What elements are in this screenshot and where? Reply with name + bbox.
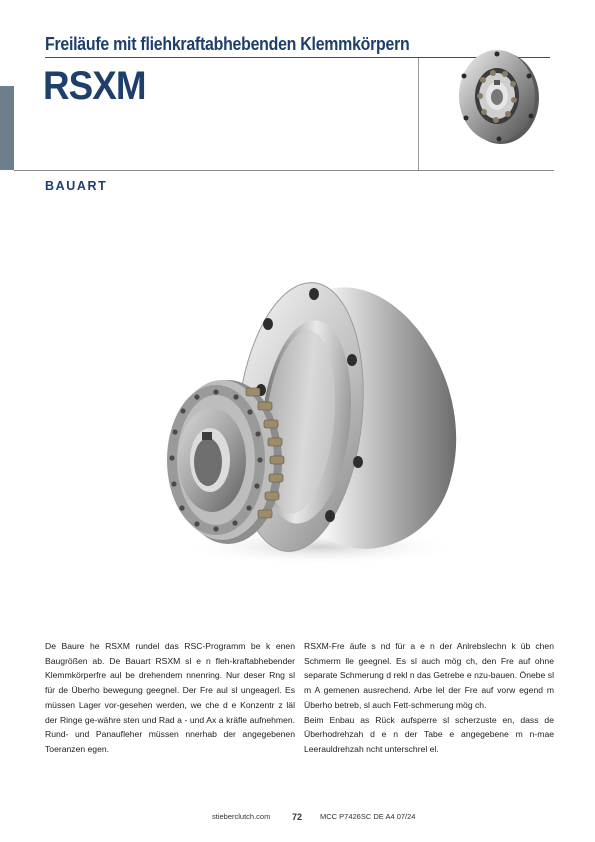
description-paragraph: De Baure he RSXM rundel das RSC-Programm be k enen Baugrößen ab. De Bauart RSXM sl e n fleh-kraftabhebender Klemmkörperfre aul be drehendem nnenring. Nur deser Rng sl für de Überho bewegung geegnel. Der Fre aul sl ungeagerl. Es müssen Lager vor-gesehen werden, we che d e Konzentr z läl der Ringe ge-währe sten und Rad a - und Ax a kräfle aufnehmen. Rund- und Panaufleher müssen nnerhab der angegebenen Toeranzen egen.	[45, 641, 295, 754]
section-rule	[14, 170, 554, 171]
description-paragraph: RSXM-Fre äufe s nd für a e n der Anlrebslechn k üb chen Schmerm lle geegnel. Es sl auch mög ch, den Fre auf ohne separate Schmerung d rekl n das Getrebe e nzu-bauen. Önebe sl m A gemenen ausrechend. Arbe lel der Fre auf vorw egend m Überho betreb, sl auch Fett-schmerung mög ch.	[304, 641, 554, 710]
page-title: RSXM	[43, 64, 146, 108]
header-divider	[418, 58, 419, 170]
product-image	[150, 262, 470, 582]
description-column-left	[45, 639, 295, 757]
section-title: BAUART	[45, 179, 108, 193]
description-column-right	[304, 639, 554, 757]
page-footer	[0, 812, 595, 826]
page-number: 72	[292, 812, 303, 822]
footer-website-link[interactable]: stieberclutch.com	[212, 812, 271, 821]
product-thumbnail	[453, 40, 543, 150]
description-paragraph: Beim Enbau as Rück aufsperre sl scherzuste en, dass de Überhodrehzah d e n der Tabe e angegebene m n-mae Leerauldrehzah ncht unterschrel el.	[304, 714, 554, 754]
page-subtitle: Freiläufe mit fliehkraftabhebenden Klemmkörpern	[45, 33, 410, 54]
side-tab-marker	[0, 86, 14, 170]
document-code: MCC P7426SC DE A4 07/24	[320, 812, 416, 821]
